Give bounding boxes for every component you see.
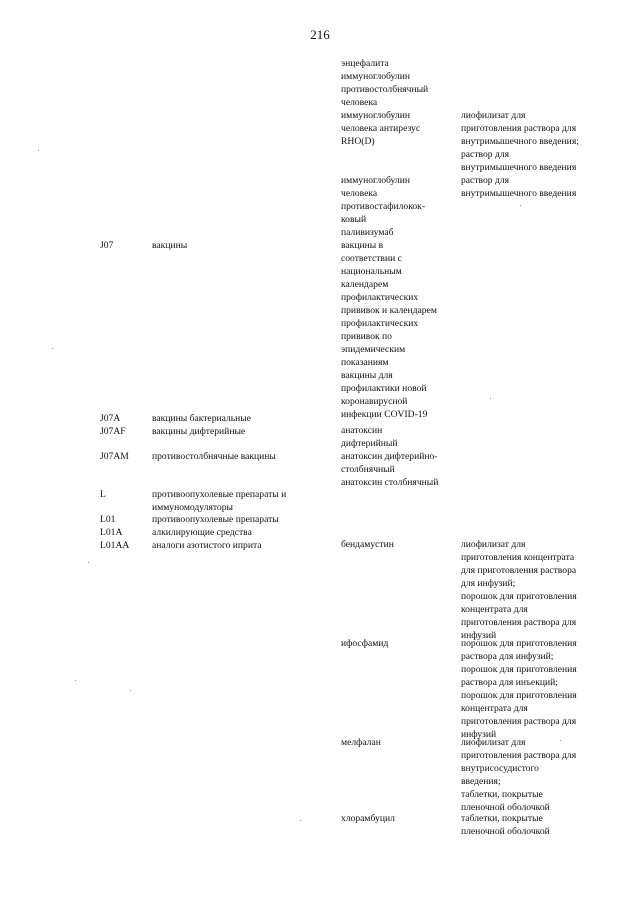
atc-code-text: L01AA	[100, 540, 130, 551]
drug-name-text: инфекции COVID-19	[341, 409, 428, 420]
dosage-form-text: раствора для инфузий;	[461, 651, 554, 662]
drug-name-text: национальным	[341, 266, 402, 277]
dosage-form-text: порошок для приготовления	[461, 591, 577, 602]
scan-speck	[52, 348, 53, 349]
dosage-form-text: лиофилизат для	[461, 110, 526, 121]
dosage-form-text: раствора для инъекций;	[461, 677, 558, 688]
dosage-form-text: внутримышечного введения	[461, 162, 577, 173]
dosage-form-text: пленочной оболочкой	[461, 826, 550, 837]
dosage-form-text: введения;	[461, 776, 501, 787]
anatomical-group-text: вакцины	[152, 240, 188, 251]
page-number: 216	[310, 27, 330, 42]
dosage-form-text: раствор для	[461, 175, 510, 186]
drug-name-text: анатоксин столбнячный	[341, 477, 439, 488]
dosage-form-text: концентрата для	[461, 604, 528, 615]
drug-name-text: дифтерийный	[341, 438, 398, 449]
dosage-form-text: порошок для приготовления	[461, 690, 577, 701]
dosage-form-text: внутримышечного введения	[461, 188, 577, 199]
scan-speck	[88, 562, 89, 563]
scan-speck	[130, 690, 131, 691]
scan-speck	[38, 150, 39, 151]
atc-code-text: L	[100, 489, 106, 500]
scan-speck	[560, 740, 561, 741]
drug-name-text: ковый	[341, 214, 367, 225]
scan-speck	[75, 680, 76, 681]
anatomical-group-text: алкилирующие средства	[152, 527, 252, 538]
dosage-form-text: приготовления концентрата	[461, 552, 575, 563]
atc-code-text: J07	[100, 240, 114, 251]
anatomical-group-text: иммуномодуляторы	[152, 502, 233, 513]
drug-name-text: хлорамбуцил	[341, 813, 395, 824]
dosage-form-text: раствор для	[461, 149, 510, 160]
atc-code-text: J07AF	[100, 426, 126, 437]
dosage-form-text: таблетки, покрытые	[461, 813, 543, 824]
drug-name-text: иммуноглобулин	[341, 110, 410, 121]
drug-name-text: показаниям	[341, 357, 389, 368]
dosage-form-text: порошок для приготовления	[461, 664, 577, 675]
dosage-form-text: приготовления раствора для	[461, 716, 577, 727]
anatomical-group-text: противоопухолевые препараты и	[152, 489, 287, 500]
anatomical-group-text: аналоги азотистого иприта	[152, 540, 262, 551]
dosage-form-text: инфузий	[461, 630, 497, 641]
dosage-form-text: порошок для приготовления	[461, 638, 577, 649]
dosage-form-text: пленочной оболочкой	[461, 802, 550, 813]
dosage-form-text: приготовления раствора для	[461, 123, 577, 134]
dosage-form-text: инфузий	[461, 729, 497, 740]
drug-name-text: анатоксин	[341, 425, 383, 436]
drug-name-text: RHO(D)	[341, 136, 375, 147]
dosage-form-text: внутрисосудистого	[461, 763, 539, 774]
drug-name-text: энцефалита	[341, 58, 389, 69]
drug-name-text: прививок по	[341, 331, 392, 342]
dosage-form-text: приготовления раствора для	[461, 750, 577, 761]
drug-name-text: противостафилокок-	[341, 201, 426, 212]
scan-speck	[490, 398, 491, 399]
drug-name-text: противостолбнячный	[341, 84, 429, 95]
drug-name-text: мелфалан	[341, 737, 381, 748]
drug-name-text: профилактических	[341, 318, 419, 329]
drug-name-text: вакцины для	[341, 370, 393, 381]
drug-name-text: эпидемическим	[341, 344, 406, 355]
anatomical-group-text: противостолбнячные вакцины	[152, 451, 276, 462]
drug-name-text: прививок и календарем	[341, 305, 437, 316]
dosage-form-text: для приготовления раствора	[461, 565, 577, 576]
drug-name-text: человека	[341, 188, 378, 199]
scan-speck	[520, 205, 521, 206]
drug-name-text: профилактических	[341, 292, 419, 303]
drug-name-text: коронавирусной	[341, 396, 408, 407]
drug-name-text: ифосфамид	[341, 638, 389, 649]
atc-code-text: J07AM	[100, 451, 129, 462]
drug-name-text: профилактики новой	[341, 383, 427, 394]
dosage-form-text: лиофилизат для	[461, 539, 526, 550]
atc-code-text: L01	[100, 514, 116, 525]
drug-name-text: человека антирезус	[341, 123, 421, 134]
anatomical-group-text: вакцины бактериальные	[152, 413, 251, 424]
drug-name-text: бендамустин	[341, 539, 394, 550]
drug-name-text: анатоксин дифтерийно-	[341, 451, 438, 462]
drug-name-text: иммуноглобулин	[341, 71, 410, 82]
drug-name-text: календарем	[341, 279, 389, 290]
drug-name-text: столбнячный	[341, 464, 395, 475]
atc-code-text: L01A	[100, 527, 123, 538]
drug-name-text: паливизумаб	[341, 227, 394, 238]
drug-name-text: человека	[341, 97, 378, 108]
drug-name-text: вакцины в	[341, 240, 384, 251]
dosage-form-text: для инфузий;	[461, 578, 516, 589]
drug-name-text: соответствии с	[341, 253, 402, 264]
scan-speck	[300, 820, 301, 821]
drug-name-text: иммуноглобулин	[341, 175, 410, 186]
dosage-form-text: внутримышечного введения;	[461, 136, 579, 147]
dosage-form-text: таблетки, покрытые	[461, 789, 543, 800]
dosage-form-text: лиофилизат для	[461, 737, 526, 748]
anatomical-group-text: противоопухолевые препараты	[152, 514, 279, 525]
anatomical-group-text: вакцины дифтерийные	[152, 426, 246, 437]
dosage-form-text: концентрата для	[461, 703, 528, 714]
dosage-form-text: приготовления раствора для	[461, 617, 577, 628]
atc-code-text: J07A	[100, 413, 121, 424]
